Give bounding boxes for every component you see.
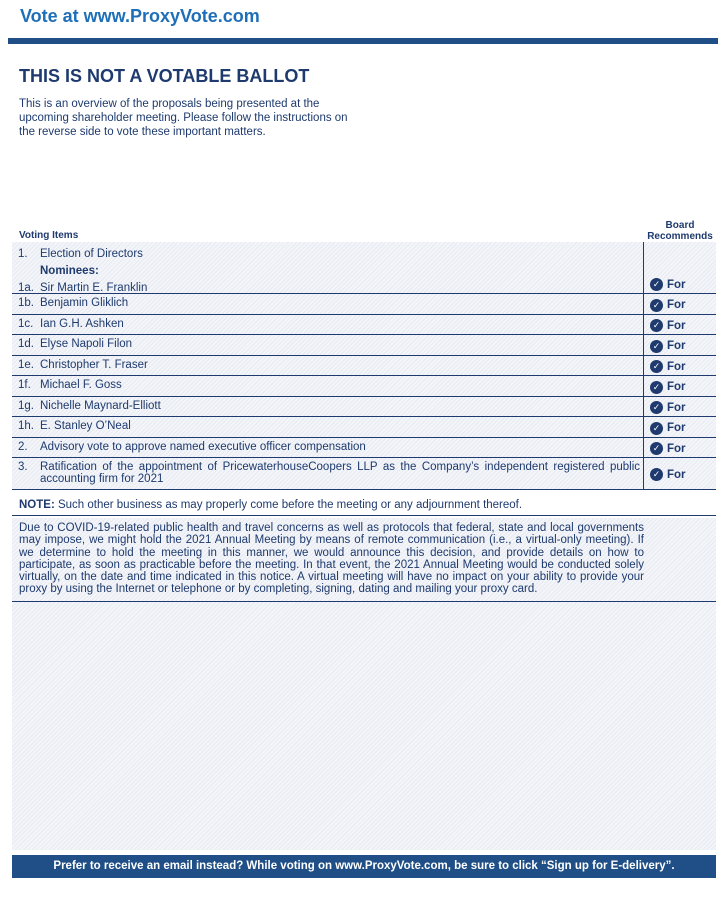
- proposal-text: 3. Ratification of the appointment of PricewaterhouseCoopers LLP as the Company’s independent registered public accounting firm for 2021: [18, 461, 640, 485]
- check-circle-icon: ✓: [650, 442, 663, 455]
- board-recommends-header: [643, 220, 717, 242]
- recommendation-cell: [643, 294, 716, 314]
- proposal-text: 2. Advisory vote to approve named executive officer compensation: [18, 440, 366, 453]
- recommendation-cell: [643, 242, 716, 293]
- check-circle-icon: ✓: [650, 401, 663, 414]
- nominee-name: 1g. Nichelle Maynard-Elliott: [18, 399, 161, 412]
- recommendation-cell: [643, 417, 716, 437]
- recommendation-cell: [643, 315, 716, 335]
- recommendation: ✓ For: [650, 442, 686, 455]
- check-circle-icon: ✓: [650, 299, 663, 312]
- table-row-nominee: [12, 417, 716, 438]
- recommendation: ✓ For: [650, 401, 686, 414]
- table-row-proposal-3: [12, 458, 716, 490]
- recommendation-cell: [643, 376, 716, 396]
- check-circle-icon: ✓: [650, 381, 663, 394]
- voting-items-header: Voting Items: [19, 230, 79, 241]
- recommendation-cell: [643, 438, 716, 458]
- nominee-name: 1h. E. Stanley O’Neal: [18, 420, 131, 432]
- nominee-name: 1e. Christopher T. Fraser: [18, 358, 148, 371]
- election-label: 1. Election of Directors: [18, 248, 143, 260]
- page-title: THIS IS NOT A VOTABLE BALLOT: [19, 66, 310, 86]
- recommendation: ✓ For: [650, 340, 686, 353]
- table-row-nominee: [12, 294, 716, 315]
- check-circle-icon: ✓: [650, 468, 663, 481]
- recommendation: ✓ For: [650, 319, 686, 332]
- header-divider: [8, 38, 718, 44]
- table-row-proposal-2: [12, 438, 716, 459]
- recommendation-cell: [643, 458, 716, 489]
- check-circle-icon: ✓: [650, 360, 663, 373]
- note-text: [12, 496, 716, 516]
- check-circle-icon: ✓: [650, 340, 663, 353]
- nominee-name: 1b. Benjamin Gliklich: [18, 297, 129, 309]
- note-label: NOTE:: [19, 499, 55, 511]
- table-row-nominee: [12, 376, 716, 397]
- nominee-name: 1d. Elyse Napoli Filon: [18, 338, 133, 350]
- voting-items-table: [12, 242, 716, 490]
- recommendation: ✓ For: [650, 422, 686, 435]
- proxyvote-link[interactable]: Vote at www.ProxyVote.com: [20, 6, 260, 26]
- intro-text: This is an overview of the proposals being presented at the upcoming shareholder meeting. Please follow the instructions on the reverse side to vote these important matters.: [19, 98, 348, 138]
- recommendation-cell: [643, 397, 716, 417]
- covid-notice: Due to COVID-19-related public health and travel concerns as well as protocols that federal, state and local governments may impose, we might hold the 2021 Annual Meeting by means of remote communication (i.e., a virtual-only meeting). If we determine to hold the meeting in this manner, we would announce this decision, and provide details on how to participate, as soon as practicable before the meeting. In that event, the 2021 Annual Meeting would be conducted solely virtually, on the date and time indicated in this notice. A virtual meeting will have no impact on your ability to provide your proxy by using the Internet or telephone or by completing, signing, dating and mailing your proxy card.: [19, 522, 644, 596]
- note-body: Such other business as may properly come before the meeting or any adjournment thereof.: [54, 499, 523, 511]
- nominee-name: 1a. Sir Martin E. Franklin: [18, 282, 148, 294]
- nominee-name: 1c. Ian G.H. Ashken: [18, 317, 124, 330]
- recommendation: ✓ For: [650, 468, 686, 481]
- table-row-nominee: [12, 397, 716, 418]
- check-circle-icon: ✓: [650, 278, 663, 291]
- recommendation: ✓ For: [650, 360, 686, 373]
- recommendation-cell: [643, 335, 716, 355]
- nominees-label: Nominees:: [40, 265, 99, 277]
- check-circle-icon: ✓: [650, 319, 663, 332]
- recommendation: ✓ For: [650, 381, 686, 394]
- blank-area: [12, 602, 716, 850]
- board-header-line1: Board: [665, 220, 695, 231]
- table-row-nominee: [12, 335, 716, 356]
- board-header-line2: Recommends: [647, 231, 713, 242]
- recommendation-cell: [643, 356, 716, 376]
- recommendation: ✓ For: [650, 299, 686, 312]
- table-row-election: [12, 242, 716, 294]
- table-row-nominee: [12, 356, 716, 377]
- recommendation: ✓ For: [650, 278, 686, 291]
- nominee-name: 1f. Michael F. Goss: [18, 379, 122, 391]
- check-circle-icon: ✓: [650, 422, 663, 435]
- table-row-nominee: [12, 315, 716, 336]
- e-delivery-banner: Prefer to receive an email instead? While voting on www.ProxyVote.com, be sure to click “Sign up for E-delivery”.: [12, 855, 716, 878]
